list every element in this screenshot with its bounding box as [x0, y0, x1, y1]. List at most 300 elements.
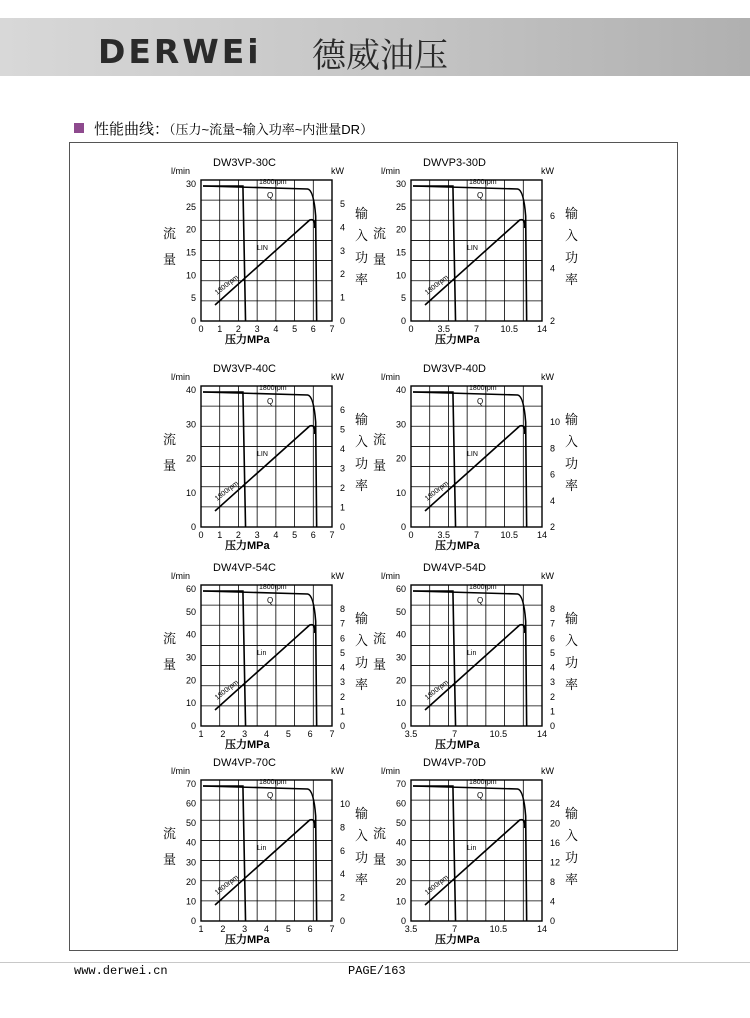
pressure-tick-label: 14 — [536, 729, 548, 739]
pressure-tick-label: 7 — [329, 729, 335, 739]
power-tick-label: 7 — [550, 618, 556, 629]
flow-tick-label: 0 — [190, 721, 196, 731]
pressure-tick-label: 4 — [273, 324, 279, 334]
performance-chart — [365, 358, 595, 553]
flow-axis-label: 量 — [373, 657, 387, 672]
power-tick-label: 0 — [340, 522, 346, 532]
power-curve — [425, 820, 525, 905]
pressure-tick-label: 1 — [198, 729, 204, 739]
pressure-tick-label: 7 — [452, 729, 458, 739]
flow-tick-label: 10 — [395, 270, 406, 281]
pressure-tick-label: 0 — [408, 324, 414, 334]
pressure-tick-label: 3.5 — [437, 530, 451, 540]
flow-axis-label: 量 — [163, 252, 177, 267]
pressure-axis-label: 压力MPa — [435, 540, 480, 552]
power-axis-label: 率 — [565, 872, 579, 887]
power-tick-label: 8 — [340, 822, 346, 833]
chart-svg — [155, 152, 385, 347]
pressure-tick-label: 4 — [263, 924, 270, 934]
performance-chart — [155, 152, 385, 347]
chart-title: DW4VP-70D — [423, 757, 486, 769]
power-curve — [215, 220, 315, 305]
flow-unit: l/min — [381, 372, 401, 382]
power-tick-label: 5 — [340, 424, 346, 435]
chart-title: DW4VP-54C — [213, 562, 276, 574]
power-rpm-annotation: 1800rpm — [213, 874, 241, 897]
flow-tick-label: 50 — [185, 606, 196, 617]
pressure-tick-label: 4 — [273, 530, 279, 540]
page-header — [0, 18, 750, 76]
chart-title: DW3VP-30C — [213, 157, 276, 169]
flow-tick-label: 70 — [395, 779, 406, 789]
pressure-tick-label: 14 — [536, 924, 548, 934]
power-tick-label: 8 — [550, 877, 556, 887]
power-rpm-annotation: 1800rpm — [423, 679, 451, 702]
pressure-tick-label: 3.5 — [404, 729, 418, 739]
power-unit: kW — [541, 372, 554, 382]
power-tick-label: 8 — [550, 604, 556, 614]
power-tick-label: 20 — [550, 818, 561, 829]
power-unit: kW — [331, 166, 344, 176]
flow-curve-marker: Q — [477, 791, 484, 800]
pressure-tick-label: 14 — [536, 530, 548, 540]
flow-unit: l/min — [381, 166, 401, 176]
flow-curve-marker: Q — [477, 191, 484, 200]
flow-tick-label: 25 — [395, 201, 406, 212]
power-tick-label: 5 — [340, 647, 346, 658]
power-tick-label: 6 — [340, 633, 346, 644]
power-tick-label: 2 — [550, 691, 556, 702]
pressure-tick-label: 3 — [254, 324, 260, 334]
section-subtitle: （压力~流量~输入功率~内泄量DR） — [169, 122, 374, 137]
pressure-tick-label: 14 — [536, 324, 548, 334]
power-tick-label: 3 — [340, 677, 346, 688]
pressure-tick-label: 6 — [307, 924, 313, 934]
brand-logo-chinese: 德威油压 — [312, 36, 448, 76]
flow-tick-label: 50 — [395, 818, 406, 829]
pressure-tick-label: 1 — [217, 324, 223, 334]
footer-page-number: PAGE/163 — [348, 964, 406, 978]
power-tick-label: 4 — [340, 662, 346, 673]
power-rpm-annotation: 1800rpm — [423, 274, 451, 297]
flow-curve-marker: Q — [477, 397, 484, 406]
pressure-tick-label: 6 — [307, 729, 313, 739]
performance-chart — [155, 358, 385, 553]
flow-tick-label: 30 — [395, 652, 406, 663]
power-axis-label: 输 — [565, 206, 579, 221]
power-axis-label: 入 — [355, 228, 369, 243]
flow-tick-label: 10 — [395, 698, 406, 709]
pressure-axis-label: 压力MPa — [225, 540, 270, 552]
power-curve-marker: Lin — [257, 650, 267, 657]
power-rpm-annotation: 1800rpm — [423, 874, 451, 897]
pressure-tick-label: 7 — [329, 530, 335, 540]
flow-tick-label: 10 — [185, 487, 196, 498]
flow-axis-label: 流 — [373, 432, 387, 447]
pressure-tick-label: 10.5 — [489, 729, 508, 739]
power-curve — [215, 625, 315, 710]
pressure-tick-label: 3.5 — [437, 324, 451, 334]
power-tick-label: 10 — [340, 799, 351, 809]
power-axis-label: 功 — [565, 250, 579, 265]
flow-tick-label: 10 — [185, 698, 196, 709]
flow-tick-label: 0 — [190, 316, 196, 326]
flow-tick-label: 0 — [400, 522, 406, 532]
pressure-tick-label: 2 — [220, 924, 226, 934]
pressure-tick-label: 0 — [198, 530, 204, 540]
power-unit: kW — [541, 571, 554, 581]
pressure-tick-label: 2 — [235, 530, 241, 540]
power-axis-label: 入 — [355, 633, 369, 648]
power-tick-label: 3 — [550, 677, 556, 688]
power-tick-label: 3 — [340, 245, 346, 256]
rpm-annotation: 1800rpm — [259, 179, 287, 186]
power-axis-label: 输 — [355, 206, 369, 221]
power-tick-label: 16 — [550, 838, 561, 848]
footer-divider — [0, 962, 750, 963]
flow-tick-label: 20 — [395, 675, 406, 686]
power-axis-label: 功 — [355, 250, 369, 265]
chart-title: DWVP3-30D — [423, 157, 486, 169]
flow-tick-label: 50 — [395, 606, 406, 617]
power-axis-label: 功 — [565, 456, 579, 471]
power-axis-label: 入 — [565, 228, 579, 243]
pressure-tick-label: 6 — [310, 324, 316, 334]
flow-axis-label: 量 — [373, 852, 387, 867]
flow-axis-label: 流 — [163, 631, 177, 646]
power-tick-label: 2 — [340, 483, 346, 493]
power-tick-label: 0 — [340, 916, 346, 926]
flow-tick-label: 5 — [190, 293, 196, 304]
flow-axis-label: 量 — [373, 252, 387, 267]
power-curve-marker: Lin — [257, 845, 267, 852]
pressure-tick-label: 0 — [198, 324, 204, 334]
flow-tick-label: 0 — [400, 916, 406, 926]
chart-title: DW3VP-40D — [423, 363, 486, 375]
power-axis-label: 输 — [355, 412, 369, 427]
power-axis-label: 输 — [355, 611, 369, 626]
power-tick-label: 6 — [340, 405, 346, 415]
power-tick-label: 4 — [550, 896, 556, 907]
flow-tick-label: 25 — [185, 201, 196, 212]
rpm-annotation: 1800rpm — [259, 584, 287, 591]
chart-title: DW4VP-70C — [213, 757, 276, 769]
pressure-tick-label: 7 — [473, 324, 480, 334]
power-tick-label: 2 — [340, 892, 346, 903]
power-curve-marker: Lin — [467, 845, 477, 852]
pressure-tick-label: 0 — [408, 530, 414, 540]
power-tick-label: 2 — [340, 269, 346, 280]
flow-tick-label: 10 — [395, 896, 406, 907]
flow-unit: l/min — [171, 166, 191, 176]
power-tick-label: 0 — [340, 721, 346, 731]
pressure-tick-label: 1 — [217, 530, 223, 540]
flow-tick-label: 30 — [185, 857, 196, 868]
pressure-axis-label: 压力MPa — [435, 334, 480, 346]
pressure-tick-label: 5 — [292, 324, 298, 334]
pressure-tick-label: 4 — [263, 729, 270, 739]
power-unit: kW — [331, 372, 344, 382]
flow-tick-label: 10 — [395, 487, 406, 498]
power-tick-label: 6 — [550, 633, 556, 644]
rpm-annotation: 1800rpm — [259, 385, 287, 392]
power-tick-label: 0 — [340, 316, 346, 326]
power-tick-label: 3 — [340, 463, 346, 474]
flow-unit: l/min — [171, 766, 191, 776]
pressure-tick-label: 7 — [329, 324, 335, 334]
power-axis-label: 功 — [355, 655, 369, 670]
power-axis-label: 功 — [565, 655, 579, 670]
rpm-annotation: 1800rpm — [259, 779, 287, 786]
pressure-tick-label: 3 — [242, 924, 248, 934]
flow-curve-marker: Q — [267, 791, 274, 800]
power-axis-label: 率 — [565, 478, 579, 493]
power-curve-marker: LIN — [257, 245, 268, 252]
flow-tick-label: 20 — [395, 876, 406, 887]
power-tick-label: 6 — [550, 469, 556, 480]
flow-tick-label: 0 — [400, 721, 406, 731]
pressure-tick-label: 5 — [285, 729, 291, 739]
power-axis-label: 率 — [355, 272, 369, 287]
power-tick-label: 1 — [340, 292, 346, 303]
flow-tick-label: 20 — [395, 453, 406, 464]
flow-tick-label: 40 — [185, 629, 196, 640]
power-axis-label: 入 — [565, 633, 579, 648]
flow-tick-label: 0 — [190, 522, 196, 532]
power-tick-label: 6 — [340, 845, 346, 856]
power-axis-label: 率 — [355, 478, 369, 493]
flow-tick-label: 60 — [395, 798, 406, 809]
flow-tick-label: 60 — [185, 798, 196, 809]
pressure-tick-label: 7 — [452, 924, 458, 934]
flow-tick-label: 20 — [395, 224, 406, 235]
power-tick-label: 12 — [550, 857, 561, 868]
pressure-tick-label: 7 — [473, 530, 480, 540]
flow-unit: l/min — [171, 571, 191, 581]
power-curve — [215, 820, 315, 905]
section-bullet-icon — [74, 123, 84, 133]
pressure-tick-label: 6 — [310, 530, 316, 540]
flow-curve-marker: Q — [267, 596, 274, 605]
rpm-annotation: 1800rpm — [469, 584, 497, 591]
pressure-tick-label: 7 — [329, 924, 335, 934]
power-unit: kW — [331, 571, 344, 581]
flow-axis-label: 流 — [373, 826, 387, 841]
brand-logo-latin: DERWEi — [98, 32, 262, 71]
power-tick-label: 4 — [550, 495, 556, 506]
power-tick-label: 1 — [340, 706, 346, 717]
flow-axis-label: 量 — [163, 657, 177, 672]
power-curve-marker: Lin — [467, 650, 477, 657]
power-curve — [425, 220, 525, 305]
power-axis-label: 入 — [565, 434, 579, 449]
flow-tick-label: 20 — [185, 675, 196, 686]
pressure-tick-label: 5 — [292, 530, 298, 540]
power-rpm-annotation: 1800rpm — [423, 480, 451, 503]
flow-unit: l/min — [171, 372, 191, 382]
pressure-axis-label: 压力MPa — [225, 739, 270, 751]
power-axis-label: 输 — [565, 806, 579, 821]
flow-tick-label: 20 — [185, 224, 196, 235]
flow-axis-label: 量 — [373, 458, 387, 473]
performance-chart — [365, 752, 595, 947]
flow-tick-label: 30 — [395, 857, 406, 868]
flow-axis-label: 流 — [373, 631, 387, 646]
flow-unit: l/min — [381, 571, 401, 581]
flow-tick-label: 40 — [395, 385, 406, 395]
power-tick-label: 1 — [340, 502, 346, 513]
power-unit: kW — [331, 766, 344, 776]
pressure-axis-label: 压力MPa — [225, 334, 270, 346]
flow-axis-label: 流 — [163, 826, 177, 841]
pressure-axis-label: 压力MPa — [435, 739, 480, 751]
flow-axis-label: 流 — [163, 432, 177, 447]
flow-tick-label: 70 — [185, 779, 196, 789]
power-rpm-annotation: 1800rpm — [213, 274, 241, 297]
power-tick-label: 8 — [550, 443, 556, 454]
flow-axis-label: 量 — [163, 458, 177, 473]
power-tick-label: 5 — [340, 199, 346, 209]
flow-axis-label: 流 — [163, 226, 177, 241]
flow-tick-label: 30 — [395, 179, 406, 189]
flow-tick-label: 30 — [395, 419, 406, 430]
power-tick-label: 4 — [340, 222, 346, 233]
power-axis-label: 率 — [565, 677, 579, 692]
power-tick-label: 5 — [550, 647, 556, 658]
power-tick-label: 7 — [340, 618, 346, 629]
flow-tick-label: 0 — [400, 316, 406, 326]
power-tick-label: 10 — [550, 417, 561, 427]
power-axis-label: 输 — [565, 611, 579, 626]
pressure-tick-label: 3.5 — [404, 924, 418, 934]
flow-unit: l/min — [381, 766, 401, 776]
power-tick-label: 8 — [340, 604, 346, 614]
power-tick-label: 1 — [550, 706, 556, 717]
power-tick-label: 24 — [550, 799, 561, 809]
power-curve — [425, 625, 525, 710]
performance-chart — [365, 152, 595, 347]
pressure-tick-label: 2 — [220, 729, 226, 739]
power-tick-label: 0 — [550, 916, 556, 926]
power-rpm-annotation: 1800rpm — [213, 480, 241, 503]
power-tick-label: 2 — [340, 691, 346, 702]
power-rpm-annotation: 1800rpm — [213, 679, 241, 702]
pressure-tick-label: 5 — [285, 924, 291, 934]
flow-curve-marker: Q — [267, 191, 274, 200]
power-tick-label: 6 — [550, 211, 556, 221]
power-axis-label: 输 — [565, 412, 579, 427]
chart-svg — [365, 152, 595, 347]
performance-chart — [365, 557, 595, 752]
power-axis-label: 率 — [355, 677, 369, 692]
section-title: 性能曲线： — [94, 121, 170, 138]
performance-chart — [155, 557, 385, 752]
pressure-axis-label: 压力MPa — [225, 934, 270, 946]
power-unit: kW — [541, 166, 554, 176]
power-curve-marker: LIN — [467, 245, 478, 252]
rpm-annotation: 1800rpm — [469, 179, 497, 186]
flow-tick-label: 40 — [185, 837, 196, 848]
flow-tick-label: 15 — [185, 247, 196, 258]
pressure-axis-label: 压力MPa — [435, 934, 480, 946]
chart-svg — [365, 358, 595, 553]
pressure-tick-label: 2 — [235, 324, 241, 334]
power-curve-marker: LIN — [467, 451, 478, 458]
flow-tick-label: 30 — [185, 652, 196, 663]
flow-tick-label: 20 — [185, 453, 196, 464]
power-unit: kW — [541, 766, 554, 776]
chart-svg — [365, 752, 595, 947]
chart-title: DW4VP-54D — [423, 562, 486, 574]
rpm-annotation: 1800rpm — [469, 385, 497, 392]
power-tick-label: 4 — [340, 444, 346, 454]
flow-tick-label: 40 — [395, 837, 406, 848]
flow-curve-marker: Q — [477, 596, 484, 605]
pressure-tick-label: 3 — [254, 530, 260, 540]
power-curve — [425, 426, 525, 511]
power-curve-marker: LIN — [257, 451, 268, 458]
flow-tick-label: 0 — [190, 916, 196, 926]
flow-tick-label: 15 — [395, 247, 406, 258]
flow-tick-label: 50 — [185, 818, 196, 829]
power-axis-label: 功 — [355, 850, 369, 865]
flow-tick-label: 10 — [185, 270, 196, 281]
footer-website[interactable]: www.derwei.cn — [74, 964, 168, 978]
section-heading — [74, 118, 373, 139]
power-axis-label: 输 — [355, 806, 369, 821]
power-tick-label: 2 — [550, 522, 556, 532]
power-axis-label: 率 — [565, 272, 579, 287]
rpm-annotation: 1800rpm — [469, 779, 497, 786]
power-curve — [215, 426, 315, 511]
power-tick-label: 0 — [550, 721, 556, 731]
pressure-tick-label: 1 — [198, 924, 204, 934]
power-tick-label: 4 — [340, 869, 346, 880]
flow-tick-label: 60 — [185, 584, 196, 594]
power-axis-label: 功 — [565, 850, 579, 865]
performance-chart — [155, 752, 385, 947]
flow-tick-label: 60 — [395, 584, 406, 594]
chart-svg — [365, 557, 595, 752]
power-axis-label: 率 — [355, 872, 369, 887]
chart-title: DW3VP-40C — [213, 363, 276, 375]
pressure-tick-label: 10.5 — [500, 324, 519, 334]
chart-svg — [155, 752, 385, 947]
power-tick-label: 2 — [550, 316, 556, 326]
power-axis-label: 入 — [355, 828, 369, 843]
power-axis-label: 入 — [355, 434, 369, 449]
flow-tick-label: 10 — [185, 896, 196, 907]
power-axis-label: 功 — [355, 456, 369, 471]
flow-axis-label: 流 — [373, 226, 387, 241]
power-tick-label: 4 — [550, 662, 556, 673]
flow-axis-label: 量 — [163, 852, 177, 867]
pressure-tick-label: 3 — [242, 729, 248, 739]
pressure-tick-label: 10.5 — [489, 924, 508, 934]
chart-svg — [155, 358, 385, 553]
flow-tick-label: 40 — [395, 629, 406, 640]
flow-tick-label: 40 — [185, 385, 196, 395]
pressure-tick-label: 10.5 — [500, 530, 519, 540]
flow-tick-label: 30 — [185, 419, 196, 430]
flow-tick-label: 30 — [185, 179, 196, 189]
flow-tick-label: 20 — [185, 876, 196, 887]
chart-svg — [155, 557, 385, 752]
power-axis-label: 入 — [565, 828, 579, 843]
flow-curve-marker: Q — [267, 397, 274, 406]
power-tick-label: 4 — [550, 263, 556, 274]
flow-tick-label: 5 — [400, 293, 406, 304]
